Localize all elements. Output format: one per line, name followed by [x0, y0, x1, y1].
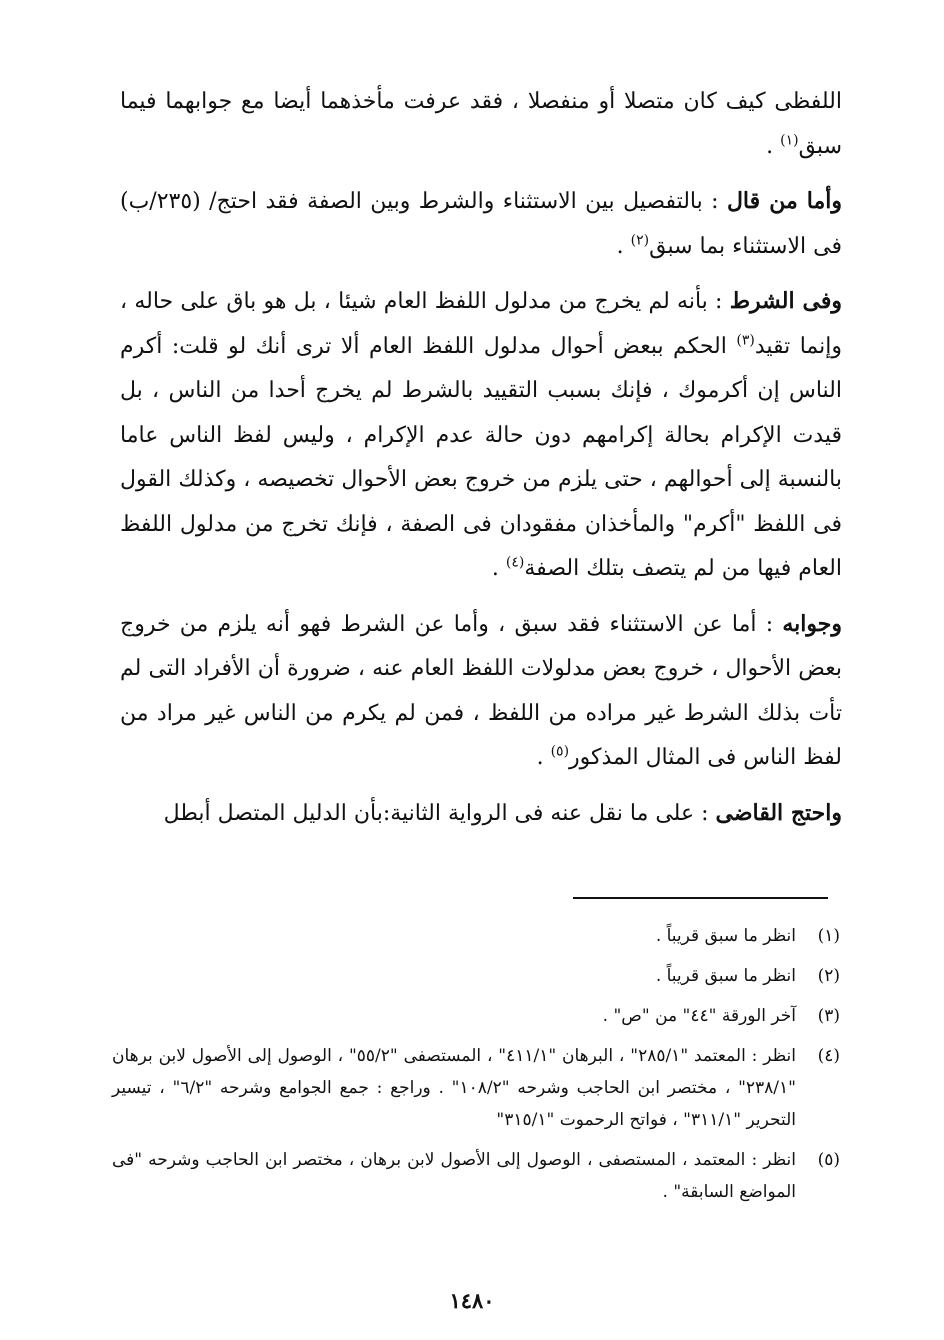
- paragraph: [120, 279, 842, 592]
- paragraph-lead: وأما من قال: [726, 188, 843, 214]
- paragraph: [120, 602, 842, 781]
- paragraph-text: : بالتفصيل بين الاستثناء والشرط وبين الصفة فقد احتج/ (٢٣٥/ب) فى الاستثناء بما سبق: [120, 189, 842, 259]
- paragraph-lead: وجوابه: [782, 610, 843, 637]
- footnote-text: انظر : المعتمد "٢٨٥/١" ، البرهان "٤١١/١" ، المستصفى "٥٥/٢" ، الوصول إلى الأصول لابن برهان "٢٣٨/١" ، مختصر ابن الحاجب وشرحه "١٠٨/٢" . وراجع : جمع الجوامع وشرحه "٦/٢" ، تيسير التحرير "٣١١/١" ، فواتح الرحموت "٣١٥/١": [112, 1046, 796, 1130]
- footnote: [112, 1000, 840, 1032]
- paragraph-text: : بأنه لم يخرج من مدلول اللفظ العام شيئا ، بل هو باق على حاله ، وإنما تقيد: [120, 289, 843, 359]
- footnote-ref: (٤): [505, 554, 525, 571]
- paragraph: [120, 80, 842, 169]
- footnote-ref: (٣): [736, 332, 755, 349]
- footnote-text: آخر الورقة "٤٤" من "ص" .: [602, 1006, 796, 1026]
- paragraph-text: : على ما نقل عنه فى الرواية الثانية:بأن الدليل المتصل أبطل: [163, 800, 716, 826]
- paragraph-text: : أما عن الاستثناء فقد سبق ، وأما عن الشرط فهو أنه يلزم من خروج بعض الأحوال ، خروج بعض مدلولات اللفظ العام عنه ، ضرورة أن الأفراد التى لم تأت بذلك الشرط غير مراده من اللفظ ، فمن لم يكرم من الناس غير مراد من لفظ الناس فى المثال المذكور: [120, 611, 842, 770]
- paragraph: [120, 179, 842, 269]
- paragraph-text: اللفظى كيف كان متصلا أو منفصلا ، فقد عرفت مأخذهما أيضا مع جوابهما فيما سبق: [120, 89, 842, 159]
- footnote-separator: [573, 897, 828, 899]
- footnote-number: (٢): [817, 966, 840, 986]
- footnote-ref: (٥): [550, 743, 570, 760]
- main-text: [120, 80, 842, 846]
- footnote-text: انظر : المعتمد ، المستصفى ، الوصول إلى الأصول لابن برهان ، مختصر ابن الحاجب وشرحه "فى المواضع السابقة" .: [112, 1150, 796, 1202]
- footnote-number: (٤): [817, 1046, 840, 1066]
- footnote-number: (٥): [817, 1150, 840, 1170]
- page-number: ١٤٨٠: [449, 1288, 495, 1313]
- paragraph-lead: وفى الشرط: [729, 288, 843, 314]
- footnotes: [112, 920, 840, 1216]
- footnote: [112, 1144, 840, 1208]
- footnote-ref: (١): [780, 132, 799, 149]
- paragraph-tail: .: [536, 745, 551, 770]
- paragraph-tail: .: [616, 233, 631, 259]
- paragraph: [120, 791, 842, 837]
- footnote-number: (٣): [817, 1006, 840, 1026]
- paragraph-tail: الحكم ببعض أحوال مدلول اللفظ العام ألا ترى أنك لو قلت: أكرم الناس إن أكرموك ، فإنك بسبب التقييد بالشرط لم يخرج أحدا من الناس ، بل قيدت الإكرام بحالة إكرامهم دون حالة عدم الإكرام ، وليس لفظ الناس عاما بالنسبة إلى أحوالهم ، حتى يلزم من خروج بعض الأحوال تخصيصه ، وكذلك القول فى اللفظ "أكرم" والمأخذان مفقودان فى الصفة ، فإنك تخرج من مدلول اللفظ العام فيها من لم يتصف بتلك الصفة: [120, 333, 842, 581]
- footnote: [112, 960, 840, 992]
- footnote-text: انظر ما سبق قريباً .: [655, 926, 796, 946]
- paragraph-tail: .: [491, 556, 506, 581]
- footnote-ref: (٢): [630, 232, 650, 249]
- footnote-number: (١): [817, 926, 840, 946]
- footnote: [112, 920, 840, 952]
- paragraph-tail: .: [766, 133, 781, 159]
- paragraph-lead: واحتج القاضى: [715, 799, 842, 826]
- footnote-text: انظر ما سبق قريباً .: [655, 966, 796, 986]
- footnote: [112, 1040, 840, 1136]
